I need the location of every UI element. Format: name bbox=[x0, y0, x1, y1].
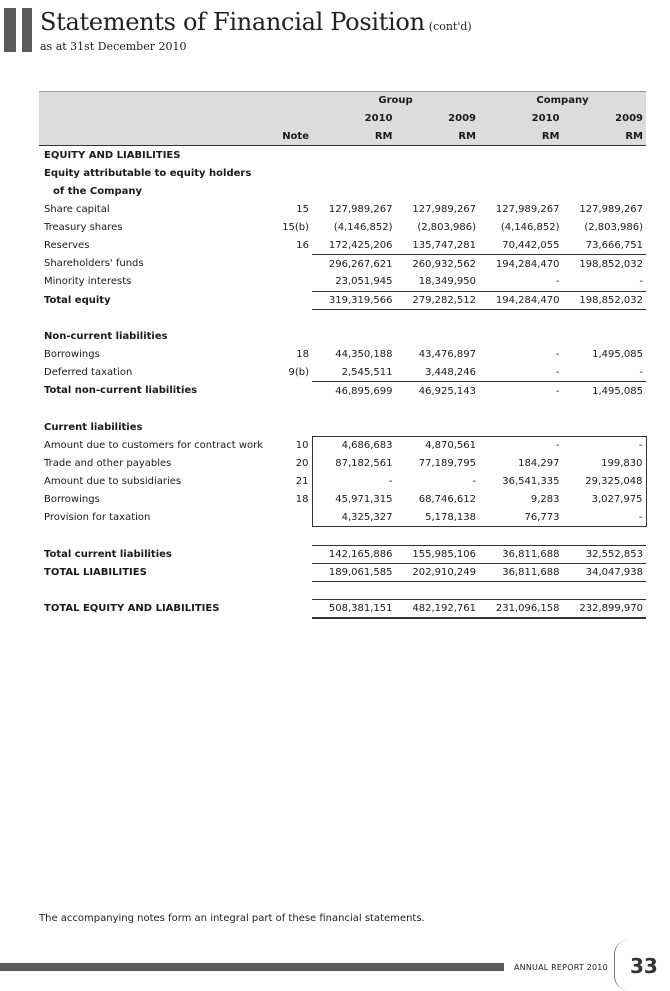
row-value: - bbox=[555, 366, 560, 378]
year-header: 2009 bbox=[396, 110, 480, 128]
row-note bbox=[275, 418, 312, 436]
page-curve-decoration bbox=[614, 940, 628, 990]
row-value: 9,283 bbox=[530, 494, 560, 506]
row-value bbox=[312, 182, 396, 200]
row-label bbox=[39, 527, 275, 545]
row-value: 189,061,585 bbox=[312, 563, 396, 581]
row-value: 260,932,562 bbox=[396, 255, 480, 273]
row-label: TOTAL LIABILITIES bbox=[44, 566, 147, 578]
currency-header: RM bbox=[396, 128, 480, 146]
row-note: 16 bbox=[296, 240, 309, 252]
row-value bbox=[563, 581, 647, 599]
table-row bbox=[39, 418, 646, 436]
row-note bbox=[275, 146, 312, 164]
table-row bbox=[39, 364, 646, 382]
row-value: 127,989,267 bbox=[579, 203, 644, 215]
row-value: 5,178,138 bbox=[396, 509, 480, 527]
row-value: 194,284,470 bbox=[479, 255, 563, 273]
row-note bbox=[275, 182, 312, 200]
table-row bbox=[39, 200, 646, 218]
table-row bbox=[39, 509, 646, 527]
row-value bbox=[563, 527, 647, 545]
row-value: 46,925,143 bbox=[396, 382, 480, 400]
table-row bbox=[39, 327, 646, 345]
table-row bbox=[39, 491, 646, 509]
row-value: 1,495,085 bbox=[563, 382, 647, 400]
row-label bbox=[39, 400, 275, 418]
row-value: 36,541,335 bbox=[502, 476, 560, 488]
page-title bbox=[40, 8, 472, 36]
table-row bbox=[39, 291, 646, 309]
row-value: - bbox=[479, 436, 563, 454]
row-value bbox=[479, 146, 563, 164]
table-header bbox=[39, 92, 646, 146]
row-value: 199,830 bbox=[563, 454, 647, 472]
title-suffix: (cont'd) bbox=[428, 20, 472, 33]
row-value: - bbox=[555, 349, 560, 361]
row-value: 23,051,945 bbox=[335, 276, 393, 288]
row-value bbox=[563, 182, 647, 200]
row-label: EQUITY AND LIABILITIES bbox=[44, 149, 181, 161]
row-value: 319,319,566 bbox=[312, 291, 396, 309]
row-label: Total current liabilities bbox=[44, 548, 172, 560]
row-label: Total equity bbox=[44, 294, 111, 306]
footnote: The accompanying notes form an integral part of these financial statements. bbox=[39, 913, 425, 924]
row-value: 43,476,897 bbox=[418, 349, 477, 361]
table-row bbox=[39, 273, 646, 291]
row-value: (4,146,852) bbox=[333, 222, 393, 234]
row-value: 45,971,315 bbox=[312, 491, 396, 509]
row-value bbox=[312, 146, 396, 164]
row-value: 142,165,886 bbox=[312, 545, 396, 563]
row-value: - bbox=[472, 476, 477, 488]
table-row bbox=[39, 309, 646, 327]
row-value: 46,895,699 bbox=[312, 382, 396, 400]
row-value bbox=[396, 146, 480, 164]
table-row bbox=[39, 218, 646, 236]
page-number: 33 bbox=[630, 954, 658, 978]
row-note bbox=[275, 581, 312, 599]
row-label: Equity attributable to equity holders bbox=[44, 167, 252, 179]
row-value: 482,192,761 bbox=[396, 599, 480, 617]
row-value bbox=[563, 418, 647, 436]
row-value bbox=[396, 400, 480, 418]
table-body bbox=[39, 146, 646, 618]
row-note bbox=[275, 400, 312, 418]
row-value: (4,146,852) bbox=[500, 222, 560, 234]
decor-bar bbox=[22, 8, 32, 52]
table-row bbox=[39, 382, 646, 400]
row-note bbox=[275, 273, 312, 291]
row-value bbox=[312, 327, 396, 345]
row-note: 21 bbox=[295, 476, 309, 488]
row-value bbox=[563, 327, 647, 345]
row-label: Share capital bbox=[44, 203, 110, 215]
table-row bbox=[39, 454, 646, 472]
table-row bbox=[39, 345, 646, 363]
row-value: 34,047,938 bbox=[563, 563, 647, 581]
row-note bbox=[275, 309, 312, 327]
row-value: 232,899,970 bbox=[563, 599, 647, 617]
row-value bbox=[312, 527, 396, 545]
row-value: 2,545,511 bbox=[341, 366, 393, 378]
row-value: (2,803,986) bbox=[584, 222, 644, 234]
row-value: 29,325,048 bbox=[563, 472, 647, 490]
row-value bbox=[312, 164, 396, 182]
row-value: 202,910,249 bbox=[396, 563, 480, 581]
row-value: 73,666,751 bbox=[585, 239, 644, 251]
row-value: 296,267,621 bbox=[312, 255, 396, 273]
row-value: 127,989,267 bbox=[328, 203, 393, 215]
currency-header: RM bbox=[563, 128, 647, 146]
row-label: Treasury shares bbox=[44, 222, 123, 234]
row-label: Borrowings bbox=[44, 494, 100, 506]
company-header: Company bbox=[479, 92, 646, 110]
row-value bbox=[563, 146, 647, 164]
row-value bbox=[479, 309, 563, 327]
table-row bbox=[39, 400, 646, 418]
note-header: Note bbox=[275, 128, 312, 146]
row-value bbox=[479, 400, 563, 418]
row-value bbox=[312, 309, 396, 327]
row-label: Minority interests bbox=[44, 276, 132, 288]
row-value bbox=[479, 581, 563, 599]
row-value: 172,425,206 bbox=[328, 239, 393, 251]
row-value: 77,189,795 bbox=[418, 457, 477, 469]
currency-header: RM bbox=[312, 128, 396, 146]
table-row bbox=[39, 164, 646, 182]
footer-bar bbox=[0, 963, 504, 971]
row-value bbox=[396, 309, 480, 327]
row-value: 68,746,612 bbox=[418, 494, 477, 506]
table-row bbox=[39, 599, 646, 617]
row-label: Amount due to customers for contract work bbox=[44, 439, 264, 451]
row-note: 15(b) bbox=[282, 222, 309, 234]
row-note: 15 bbox=[296, 203, 309, 215]
row-note bbox=[275, 545, 312, 563]
row-value: 87,182,561 bbox=[312, 454, 396, 472]
row-label: Shareholders' funds bbox=[44, 258, 144, 270]
table-row bbox=[39, 581, 646, 599]
row-value: 3,027,975 bbox=[563, 491, 647, 509]
row-value: 127,989,267 bbox=[412, 203, 477, 215]
year-header: 2010 bbox=[312, 110, 396, 128]
row-value: 508,381,151 bbox=[312, 599, 396, 617]
row-value bbox=[396, 581, 480, 599]
row-value bbox=[396, 327, 480, 345]
row-value bbox=[396, 527, 480, 545]
row-label: Non-current liabilities bbox=[44, 330, 168, 342]
row-label: of the Company bbox=[53, 185, 143, 197]
row-note bbox=[275, 563, 312, 581]
row-value: - bbox=[312, 472, 396, 490]
year-header: 2009 bbox=[563, 110, 647, 128]
row-value bbox=[563, 309, 647, 327]
row-value: - bbox=[639, 366, 644, 378]
row-value bbox=[479, 182, 563, 200]
page-subtitle: as at 31st December 2010 bbox=[40, 40, 187, 53]
row-note bbox=[275, 164, 312, 182]
row-value: 231,096,158 bbox=[479, 599, 563, 617]
row-value bbox=[479, 164, 563, 182]
row-value bbox=[479, 327, 563, 345]
year-header: 2010 bbox=[479, 110, 563, 128]
row-value: 76,773 bbox=[479, 509, 563, 527]
row-value: 32,552,853 bbox=[563, 545, 647, 563]
row-value: 70,442,055 bbox=[502, 239, 560, 251]
currency-header: RM bbox=[479, 128, 563, 146]
row-label: Deferred taxation bbox=[44, 367, 133, 379]
row-value: - bbox=[639, 276, 644, 288]
row-label: TOTAL EQUITY AND LIABILITIES bbox=[44, 603, 220, 614]
row-value: 155,985,106 bbox=[396, 545, 480, 563]
row-note bbox=[275, 527, 312, 545]
row-value bbox=[312, 400, 396, 418]
row-value: 44,350,188 bbox=[335, 349, 393, 361]
row-value: (2,803,986) bbox=[417, 222, 477, 234]
row-value bbox=[312, 418, 396, 436]
row-value: 4,325,327 bbox=[312, 509, 396, 527]
row-note: 9(b) bbox=[288, 367, 309, 379]
row-value: 1,495,085 bbox=[592, 349, 644, 361]
row-value: 184,297 bbox=[518, 457, 560, 469]
table-row bbox=[39, 472, 646, 490]
row-value: 198,852,032 bbox=[563, 291, 647, 309]
row-label: Amount due to subsidiaries bbox=[44, 476, 182, 488]
table-row bbox=[39, 182, 646, 200]
row-value bbox=[396, 182, 480, 200]
row-value bbox=[396, 418, 480, 436]
title-text: Statements of Financial Position bbox=[40, 8, 425, 36]
row-value bbox=[563, 164, 647, 182]
row-label: Current liabilities bbox=[44, 421, 143, 433]
row-note: 20 bbox=[295, 457, 309, 469]
table-row bbox=[39, 545, 646, 563]
row-label: Borrowings bbox=[44, 349, 100, 361]
table-row bbox=[39, 146, 646, 164]
row-value: 127,989,267 bbox=[495, 203, 560, 215]
table-row bbox=[39, 527, 646, 545]
financial-position-table bbox=[39, 91, 647, 619]
row-value: - bbox=[555, 276, 560, 288]
table-row bbox=[39, 436, 646, 454]
row-value: 18,349,950 bbox=[418, 276, 477, 288]
row-value: 279,282,512 bbox=[396, 291, 480, 309]
row-value: 194,284,470 bbox=[479, 291, 563, 309]
row-value: 36,811,688 bbox=[479, 563, 563, 581]
group-header: Group bbox=[312, 92, 479, 110]
row-value bbox=[312, 581, 396, 599]
row-value: - bbox=[479, 382, 563, 400]
row-value: 4,870,561 bbox=[396, 436, 480, 454]
row-value: 3,448,246 bbox=[425, 366, 477, 378]
row-note: 18 bbox=[296, 349, 309, 361]
row-value: 36,811,688 bbox=[479, 545, 563, 563]
row-note: 18 bbox=[295, 494, 309, 506]
row-value: 4,686,683 bbox=[312, 436, 396, 454]
table-row bbox=[39, 237, 646, 255]
row-note bbox=[275, 327, 312, 345]
row-label: Provision for taxation bbox=[44, 512, 151, 524]
row-label: Reserves bbox=[44, 240, 90, 252]
row-value bbox=[479, 527, 563, 545]
row-value bbox=[563, 400, 647, 418]
table-row bbox=[39, 563, 646, 581]
row-note bbox=[275, 382, 312, 400]
row-note bbox=[275, 509, 312, 527]
row-value: 198,852,032 bbox=[563, 255, 647, 273]
row-note bbox=[275, 599, 312, 617]
report-label: ANNUAL REPORT 2010 bbox=[514, 963, 608, 972]
row-label: Total non-current liabilities bbox=[44, 385, 198, 397]
row-label bbox=[39, 309, 275, 327]
row-label: Trade and other payables bbox=[44, 457, 172, 469]
decor-bar bbox=[4, 8, 16, 52]
row-value: - bbox=[563, 509, 647, 527]
table-row bbox=[39, 255, 646, 273]
row-note: 10 bbox=[295, 439, 309, 451]
row-value bbox=[479, 418, 563, 436]
row-value bbox=[396, 164, 480, 182]
row-note bbox=[275, 291, 312, 309]
row-value: - bbox=[563, 436, 647, 454]
row-label bbox=[39, 581, 275, 599]
row-note bbox=[275, 255, 312, 273]
row-value: 135,747,281 bbox=[412, 239, 477, 251]
